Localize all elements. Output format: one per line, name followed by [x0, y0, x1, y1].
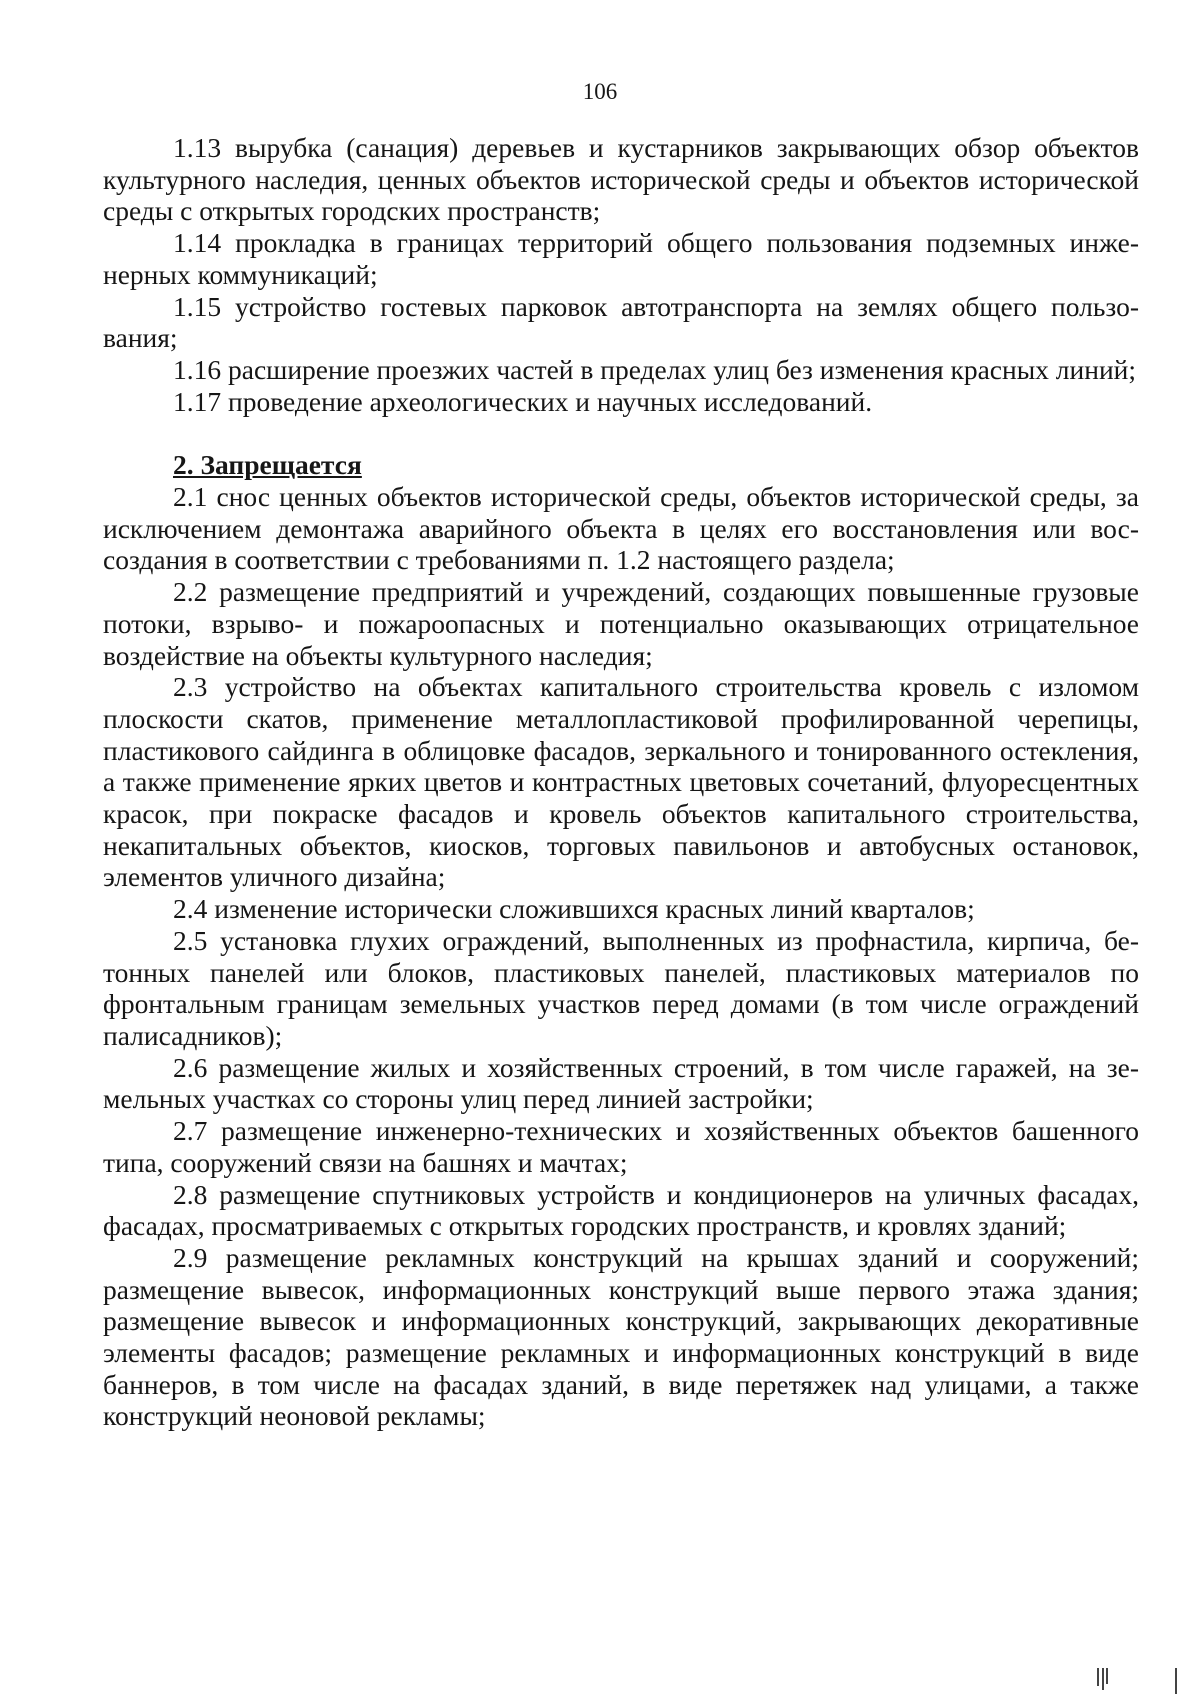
- list-item-2-2: 2.2 размещение предприятий и учреждений, создающих повышенные грузовые потоки, взрыво- и пожароопасных и потенциально оказывающих отрицательное воздействие на объекты культурного наследия;: [103, 576, 1139, 671]
- list-item-2-4: 2.4 изменение исторически сложившихся красных линий кварталов;: [173, 893, 975, 925]
- scan-artifact-mark: [1102, 1668, 1104, 1690]
- page-number: 106: [582, 79, 618, 104]
- list-item-2-3: 2.3 устройство на объектах капитального строительства кровель с изломом плоскости скатов, применение металлопластиковой профилированной черепицы, пластикового сайдинга в облицовке фасадов, зеркального и тонированного остекления, а также применение ярких цветов и контрастных цветовых сочетаний, флуоресцентных красок, при покраске фасадов и кровель объектов капитального строительства, некапитальных объектов, киосков, торговых павильонов и автобусных остановок, элементов уличного дизайна;: [103, 671, 1139, 893]
- list-item-1-14: 1.14 прокладка в границах территорий общего пользования подземных инженерных коммуникаций;: [103, 227, 1139, 290]
- scan-artifact-mark: [1175, 1668, 1177, 1694]
- list-item-1-15: 1.15 устройство гостевых парковок автотранспорта на землях общего пользования;: [103, 290, 1139, 354]
- list-item-2-7: 2.7 размещение инженерно-технических и хозяйственных объектов башенного типа, сооружений связи на башнях и мачтах;: [103, 1115, 1139, 1178]
- list-item-2-6: 2.6 размещение жилых и хозяйственных строений, в том числе гаражей, на земельных участках со стороны улиц перед линией застройки;: [103, 1051, 1139, 1115]
- scan-artifact-mark: [1106, 1668, 1108, 1684]
- list-item-1-17: 1.17 проведение археологических и научных исследований.: [173, 385, 873, 417]
- page-content: [103, 132, 1139, 1432]
- list-item-1-13: 1.13 вырубка (санация) деревьев и кустарников закрывающих обзор объектов культурного наследия, ценных объектов исторической среды и объектов исторической среды с открытых городских пространств;: [103, 132, 1139, 227]
- list-item-1-16: 1.16 расширение проезжих частей в пределах улиц без изменения красных линий;: [173, 353, 1137, 385]
- scan-artifact-mark: [1097, 1668, 1099, 1686]
- list-item-2-8: 2.8 размещение спутниковых устройств и кондиционеров на уличных фасадах, фасадах, просматриваемых с открытых городских пространств, и кровлях зданий;: [103, 1178, 1139, 1242]
- section-spacer: [103, 417, 1139, 449]
- list-item-2-1: 2.1 снос ценных объектов исторической среды, объектов исторической среды, за исключением демонтажа аварийного объекта в целях его восстановления или воссоздания в соответствии с требованиями п. 1.2 настоящего раздела;: [103, 481, 1139, 576]
- list-item-2-9: 2.9 размещение рекламных конструкций на крышах зданий и сооружений; размещение вывесок, информационных конструкций выше первого этажа здания; размещение вывесок и информационных конструкций, закрывающих декоративные элементы фасадов; размещение рекламных и информационных конструкций в виде баннеров, в том числе на фасадах зданий, в виде перетяжек над улицами, а также конструкций неоновой рекламы;: [103, 1241, 1139, 1432]
- list-item-2-5: 2.5 установка глухих ограждений, выполненных из профнастила, кирпича, бетонных панелей или блоков, пластиковых панелей, пластиковых материалов по фронтальным границам земельных участков перед домами (в том числе ограждений палисадников);: [103, 924, 1139, 1051]
- section-2-heading: 2. Запрещается: [173, 449, 362, 481]
